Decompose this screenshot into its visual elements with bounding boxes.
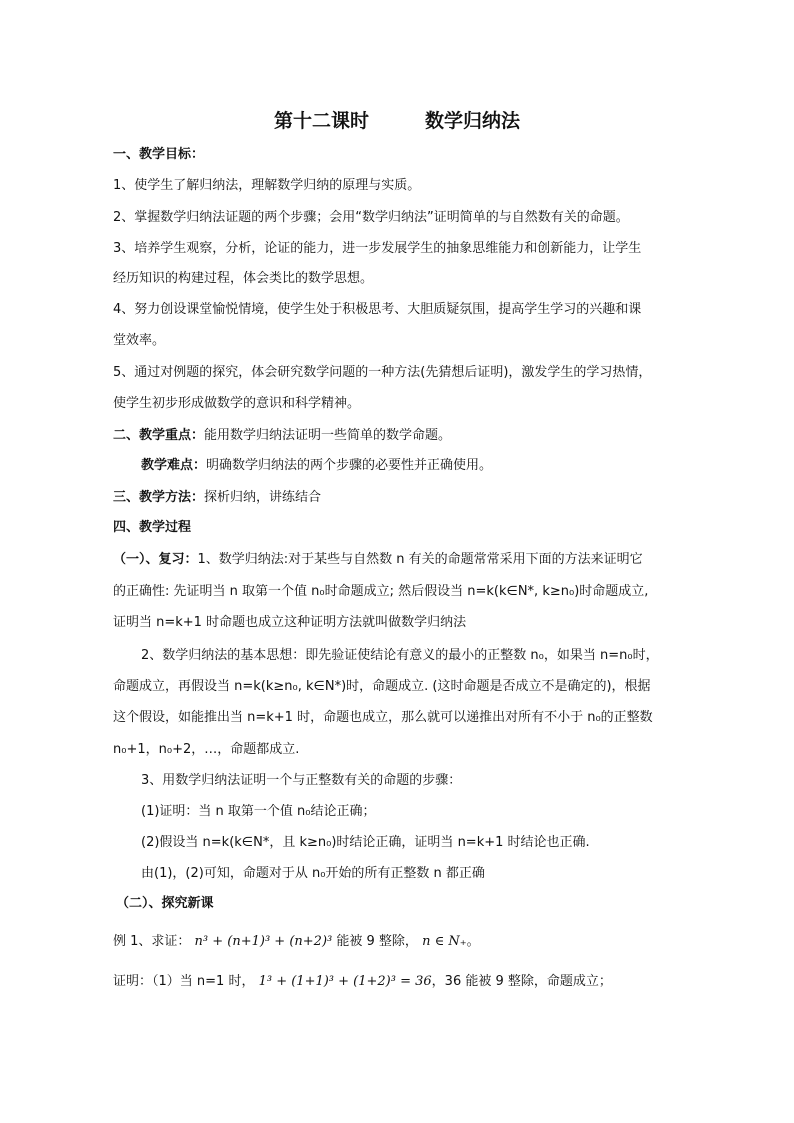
example-1-prefix: 例 1、求证： [113, 934, 191, 949]
title-topic: 数学归纳法 [425, 110, 521, 132]
review-3-step-1: (1)证明：当 n 取第一个值 n₀结论正确； [141, 804, 376, 819]
review-2-d: n₀+1，n₀+2，…，命题都成立. [113, 742, 300, 757]
goal-3-line-1: 3、培养学生观察，分析，论证的能力，进一步发展学生的抽象思维能力和创新能力，让学生 [113, 241, 642, 256]
example-1-end: 。 [466, 934, 480, 949]
proof-line-1 [113, 974, 693, 990]
review-1-a: 1、数学归纳法:对于某些与自然数 n 有关的命题常常采用下面的方法来证明它 [197, 552, 643, 567]
review-3-conclusion: 由(1)，(2)可知，命题对于从 n₀开始的所有正整数 n 都正确 [141, 866, 485, 881]
example-1-formula: n³ + (n+1)³ + (n+2)³ [194, 934, 333, 949]
difficulty-point [141, 458, 721, 474]
lesson-title [0, 106, 794, 133]
key-heading: 二、教学重点： [113, 428, 205, 443]
key-text: 能用数学归纳法证明一些简单的数学命题。 [204, 428, 452, 443]
goal-5-line-1: 5、通过对例题的探究，体会研究数学问题的一种方法(先猜想后证明)，激发学生的学习热情， [113, 365, 652, 380]
example-1-condition: n ∈ N₊ [422, 934, 467, 949]
example-1 [113, 934, 693, 950]
method-line [113, 490, 693, 506]
review-2-c: 这个假设，如能推出当 n=k+1 时，命题也成立，那么就可以递推出对所有不小于 n₀的正整数 [113, 710, 653, 725]
review-2-a: 2、数学归纳法的基本思想：即先验证使结论有意义的最小的正整数 n₀，如果当 n=n₀时， [141, 648, 659, 663]
review-3: 3、用数学归纳法证明一个与正整数有关的命题的步骤： [141, 773, 462, 788]
review-3-step-2: (2)假设当 n=k(k∈N*，且 k≥n₀)时结论正确，证明当 n=k+1 时结论也正确. [141, 835, 590, 850]
difficulty-heading: 教学难点： [141, 458, 207, 473]
method-text: 探析归纳，讲练结合 [204, 490, 322, 505]
review-2-b: 命题成立，再假设当 n=k(k≥n₀, k∈N*)时，命题成立. (这时命题是否成立不是确定的)，根据 [113, 679, 651, 694]
goal-2: 2、掌握数学归纳法证题的两个步骤；会用“数学归纳法”证明简单的与自然数有关的命题。 [113, 210, 629, 225]
process-heading: 四、教学过程 [113, 520, 192, 535]
difficulty-text: 明确数学归纳法的两个步骤的必要性并正确使用。 [206, 458, 493, 473]
proof-prefix: 证明：（1）当 n=1 时， [113, 974, 255, 989]
method-heading: 三、教学方法： [113, 490, 205, 505]
review-heading: （一）、复习： [113, 552, 198, 567]
explore-heading: （二）、探究新课 [116, 896, 214, 911]
key-point [113, 428, 693, 444]
proof-formula: 1³ + (1+1)³ + (1+2)³ = 36 [258, 974, 432, 989]
example-1-mid: 能被 9 整除， [336, 934, 418, 949]
goal-1: 1、使学生了解归纳法，理解数学归纳的原理与实质。 [113, 178, 421, 193]
review-1-b: 的正确性: 先证明当 n 取第一个值 n₀时命题成立; 然后假设当 n=k(k∈N*, k≥n₀)时命题成立, [113, 584, 649, 599]
proof-rest: ，36 能被 9 整除，命题成立； [431, 974, 612, 989]
goal-4-line-1: 4、努力创设课堂愉悦情境，使学生处于积极思考、大胆质疑氛围，提高学生学习的兴趣和课 [113, 302, 642, 317]
title-lesson-number: 第十二课时 [273, 110, 369, 132]
review-line-1 [113, 552, 693, 568]
goals-heading: 一、教学目标： [113, 147, 205, 162]
goal-3-line-2: 经历知识的构建过程，体会类比的数学思想。 [113, 271, 374, 286]
goal-4-line-2: 堂效率。 [113, 333, 166, 348]
review-1-c: 证明当 n=k+1 时命题也成立这种证明方法就叫做数学归纳法 [113, 615, 467, 630]
goal-5-line-2: 使学生初步形成做数学的意识和科学精神。 [113, 396, 361, 411]
